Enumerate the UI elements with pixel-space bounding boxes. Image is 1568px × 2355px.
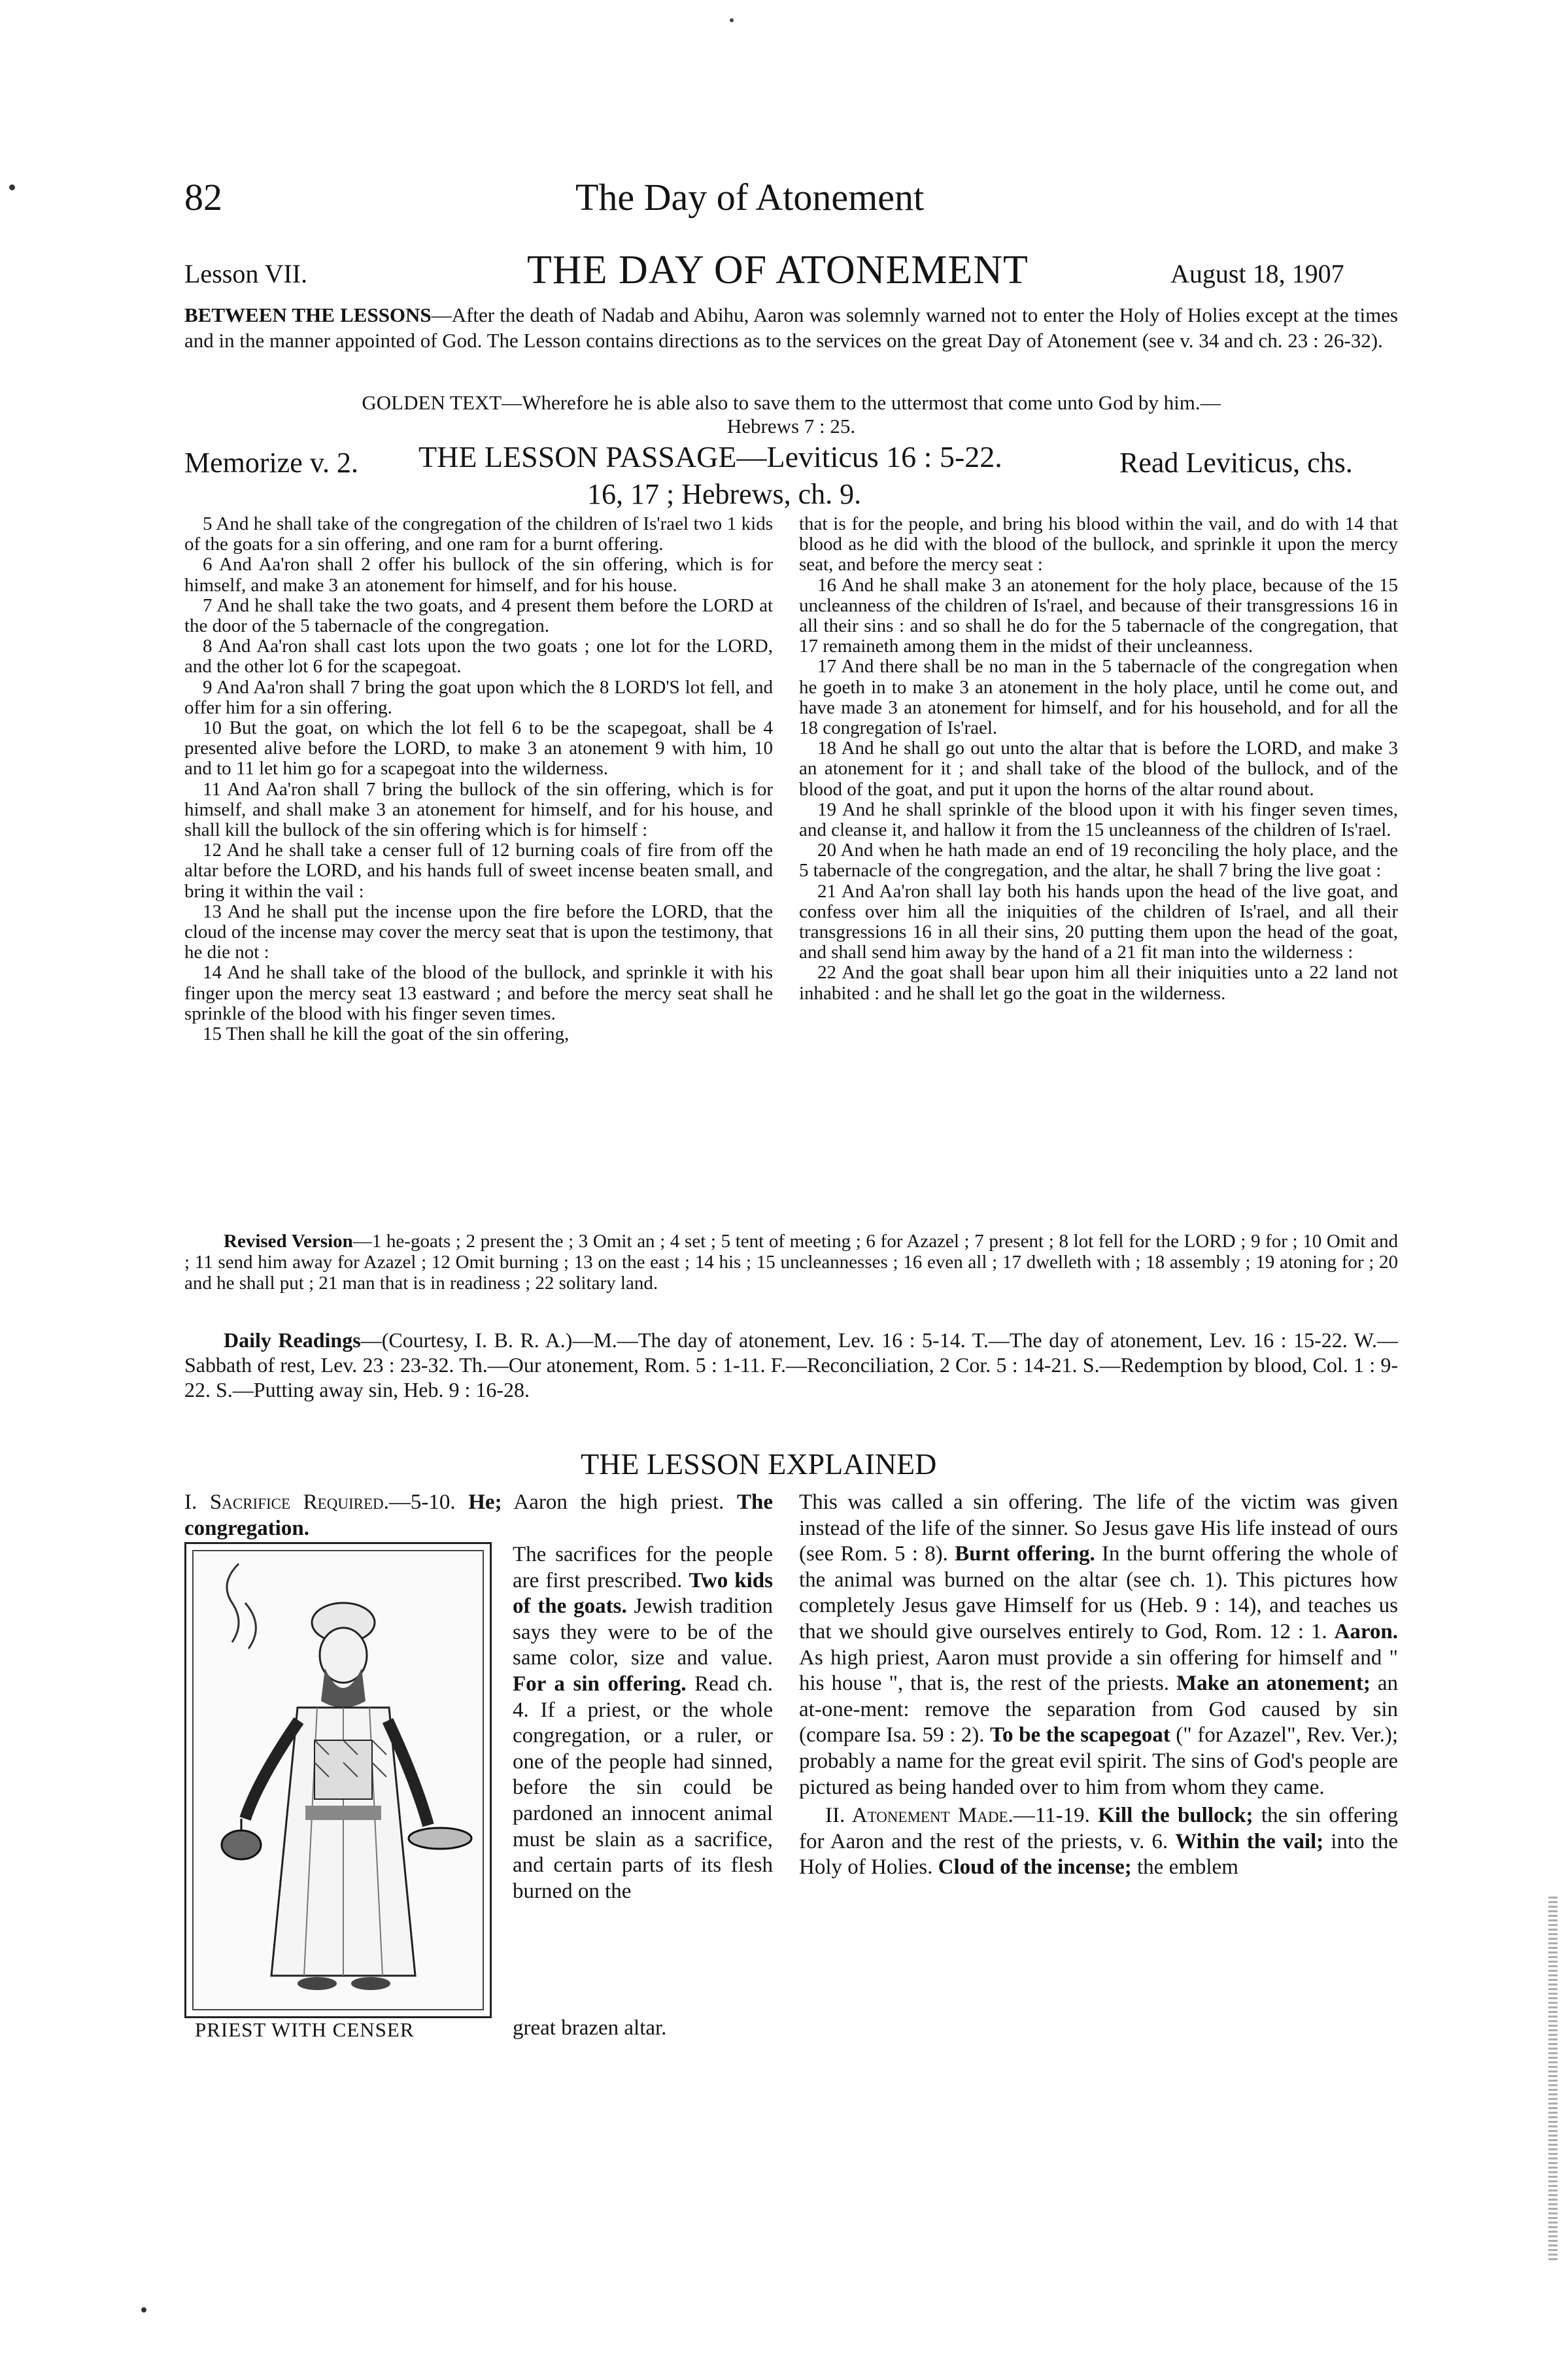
golden-text [184,391,1398,438]
section-one-last-line: great brazen altar. [513,2016,667,2040]
scan-speck [9,184,15,190]
scan-edge-artifact [1548,1897,1558,2263]
term-scapegoat: To be the scapegoat [990,1723,1170,1747]
intro-label: BETWEEN THE LESSONS [184,303,432,326]
memorize-note: Memorize v. 2. [184,447,358,479]
scan-speck [730,18,734,22]
verse: 16 And he shall make 3 an atonement for the holy place, because of the 15 uncleanness of the children of Is'rael, and because of their transgressions 16 in all their sins : and so shall he do for the 5 tabernacle of the congregation, that 17 remaineth among them in the midst of their uncleanness. [799,574,1398,657]
term-two-kids: Two kids of the goats. [513,1568,773,1619]
section-one-text-c: Read ch. 4. If a priest, or the whole congregation, or a ruler, or one of the people had sinned, before the sin could be pardoned an innocent animal must be slain as a sacrifice, and certain parts of its flesh burned on the [513,1672,774,1903]
section-one-text-b: Jewish tradition says they were to be of the same color, size and value. [513,1594,773,1670]
verse: 15 Then shall he kill the goat of the sin offering, [203,1023,570,1045]
verse: 19 And he shall sprinkle of the blood upon it with his finger seven times, and cleanse it, and hallow it from the 15 uncleanness of the children of Is'rael. [799,799,1398,841]
term-congregation: The congregation. [184,1490,774,1540]
verse: 7 And he shall take the two goats, and 4 present them before the LORD at the door of the 5 tabernacle of the congregation. [184,594,773,637]
verse: 11 And Aa'ron shall 7 bring the bullock of the sin offering, which is for himself, and shall make 3 an atonement for himself, and for his house, and shall kill the bullock of the sin offering which is for himself : [184,778,773,841]
explanation-right-column [799,1490,1398,1881]
explanation-text: As high priest, Aaron must provide a sin offering for himself and " his house ", that is, the rest of the priests. [799,1645,1398,1696]
scan-speck [141,2307,146,2312]
verse: 20 And when he hath made an end of 19 reconciling the holy place, and the 5 tabernacle of the congregation, and the altar, he shall 7 bring the live goat : [799,840,1398,882]
verse: 6 And Aa'ron shall 2 offer his bullock of the sin offering, which is for himself, and make 3 an atonement for himself, and for his house. [184,554,773,596]
term-make-atonement: Make an atonement; [1176,1672,1371,1696]
intro-paragraph [184,302,1398,353]
passage-heading: THE LESSON PASSAGE—Leviticus 16 : 5-22. [418,440,1002,473]
section-one-intro [184,1490,773,1541]
explanation-text: (" for Azazel", Rev. Ver.); probably a name for the great evil spirit. The sins of God's people are pictured as being handed over to him from whom they came. [799,1723,1398,1799]
explained-heading: THE LESSON EXPLAINED [581,1447,937,1481]
revised-version-notes [184,1231,1398,1294]
term-he-text: Aaron the high priest. [502,1490,724,1514]
page-number: 82 [184,176,222,218]
verse: 17 And there shall be no man in the 5 tabernacle of the congregation when he goeth in to make 3 an atonement in the holy place, until he come out, and have made 3 an atonement for himself, and for his household, and for all the 18 congregation of Is'rael. [799,656,1398,739]
read-note: Read Leviticus, chs. [1119,447,1353,479]
section-two-text: the emblem [1131,1855,1238,1880]
verses-right-column [799,514,1398,1004]
section-two-title: II. Atonement Made.—11-19. [825,1804,1090,1828]
intro-text: —After the death of Nadab and Abihu, Aaron was solemnly warned not to enter the Holy of Holies except at the times and in the manner appointed of God. The Lesson contains directions as to the services on the great Day of Atonement (see v. 34 and ch. 23 : 26-32). [184,303,1399,352]
verse: 12 And he shall take a censer full of 12 burning coals of fire from off the altar before the LORD, and his hands full of sweet incense beaten small, and bring it within the vail : [184,840,773,902]
term-burnt-offering: Burnt offering. [955,1542,1095,1566]
priest-figure [186,1544,490,2016]
term-cloud-incense: Cloud of the incense; [938,1855,1132,1880]
section-two-text: the sin offering for Aaron and the rest of the priests, v. 6. [799,1804,1398,1853]
explanation-text: This was called a sin offering. The life of the victim was given instead of the life of the sinner. So Jesus gave His life instead of ours (see Rom. 5 : 8). [799,1490,1398,1566]
figure-caption: PRIEST WITH CENSER [195,2018,415,2041]
term-sin-offering: For a sin offering. [513,1672,687,1696]
verse: 5 And he shall take of the congregation of the children of Is'rael two 1 kids of the goats for a sin offering, and one ram for a burnt offering. [184,513,773,555]
read-note-continued: 16, 17 ; Hebrews, ch. 9. [587,478,862,510]
term-he: He; [468,1490,502,1514]
explanation-text: an at-one-ment: remove the separation from God caused by sin (compare Isa. 59 : 2). [799,1672,1399,1747]
golden-text-body: GOLDEN TEXT—Wherefore he is able also to save them to the uttermost that come unto God by him.— [362,391,1221,414]
verse: 10 But the goat, on which the lot fell 6 to be the scapegoat, shall be 4 presented alive before the LORD, to make 3 an atonement 9 with him, 10 and to 11 let him go for a scapegoat into the wilderness. [184,717,773,780]
verse: that is for the people, and bring his blood within the vail, and do with 14 that blood as he did with the blood of the bullock, and sprinkle it upon the mercy seat, and before the mercy seat : [799,513,1398,576]
verse: 13 And he shall put the incense upon the fire before the LORD, that the cloud of the incense may cover the mercy seat that is upon the testimony, that he die not : [184,901,773,963]
priest-with-censer-illustration [184,1542,492,2018]
section-two-text: into the Holy of Holies. [799,1829,1398,1880]
section-two-paragraph [799,1803,1398,1881]
daily-label: Daily Readings [224,1328,361,1352]
explanation-text: In the burnt offering the whole of the animal was burned on the altar (see ch. 1). This pictures how completely Jesus gave Himself for us (Heb. 9 : 14), and teaches us that we should give ourselves entirely to God, Rom. 12 : 1. [799,1542,1398,1643]
lesson-number: Lesson VII. [184,259,308,288]
daily-text: —(Courtesy, I. B. R. A.)—M.—The day of atonement, Lev. 16 : 5-14. T.—The day of atonement, Lev. 16 : 15-22. W.—Sabbath of rest, Lev. 23 : 23-32. Th.—Our atonement, Rom. 5 : 1-11. F.—Reconciliation, 2 Cor. 5 : 14-21. S.—Redemption by blood, Col. 1 : 9-22. S.—Putting away sin, Heb. 9 : 16-28. [184,1328,1399,1401]
running-title: The Day of Atonement [575,176,925,218]
explanation-paragraph [799,1490,1398,1800]
golden-text-ref: Hebrews 7 : 25. [726,415,856,438]
term-within-vail: Within the vail; [1175,1829,1324,1853]
lesson-date: August 18, 1907 [1170,259,1344,288]
revised-label: Revised Version [224,1231,353,1252]
verse: 14 And he shall take of the blood of the bullock, and sprinkle it with his finger upon the mercy seat 13 eastward ; and before the mercy seat shall he sprinkle of the blood with his finger seven times. [184,962,773,1024]
revised-text: —1 he-goats ; 2 present the ; 3 Omit an ; 4 set ; 5 tent of meeting ; 6 for Azazel ; 7 present ; 8 lot fell for the LORD ; 9 for ; 10 Omit and ; 11 send him away for Azazel ; 12 Omit burning ; 13 on the east ; 14 his ; 15 uncleannesses ; 16 even all ; 17 dwelleth with ; 18 assembly ; 19 atoning for ; 20 and he shall put ; 21 man that is in readiness ; 22 solitary land. [184,1231,1398,1294]
verse: 21 And Aa'ron shall lay both his hands upon the head of the live goat, and confess over him all the iniquities of the children of Is'rael, and all their transgressions 16 in all their sins, 20 putting them upon the head of the goat, and shall send him away by the hand of a 21 fit man into the wilderness : [799,880,1398,963]
term-kill-bullock: Kill the bullock; [1098,1804,1253,1828]
lesson-title: THE DAY OF ATONEMENT [527,248,1029,292]
verses-left-column [184,514,773,1044]
section-one-text-a: The sacrifices for the people are first prescribed. [513,1543,773,1592]
verse: 22 And the goat shall bear upon him all their iniquities unto a 22 land not inhabited : and he shall let go the goat in the wilderness. [799,962,1398,1004]
verse: 8 And Aa'ron shall cast lots upon the two goats ; one lot for the LORD, and the other lot 6 for the scapegoat. [184,636,773,678]
verse: 18 And he shall go out unto the altar that is before the LORD, and make 3 an atonement for it ; and shall take of the blood of the bullock, and of the blood of the goat, and put it upon the horns of the altar round about. [799,738,1398,800]
daily-readings [184,1328,1398,1402]
verse: 9 And Aa'ron shall 7 bring the goat upon which the 8 LORD'S lot fell, and offer him for a sin offering. [184,676,773,718]
term-aaron: Aaron. [1334,1619,1399,1643]
section-one-body [513,1542,773,1904]
section-one-title: I. Sacrifice Required.—5-10. [184,1490,456,1514]
